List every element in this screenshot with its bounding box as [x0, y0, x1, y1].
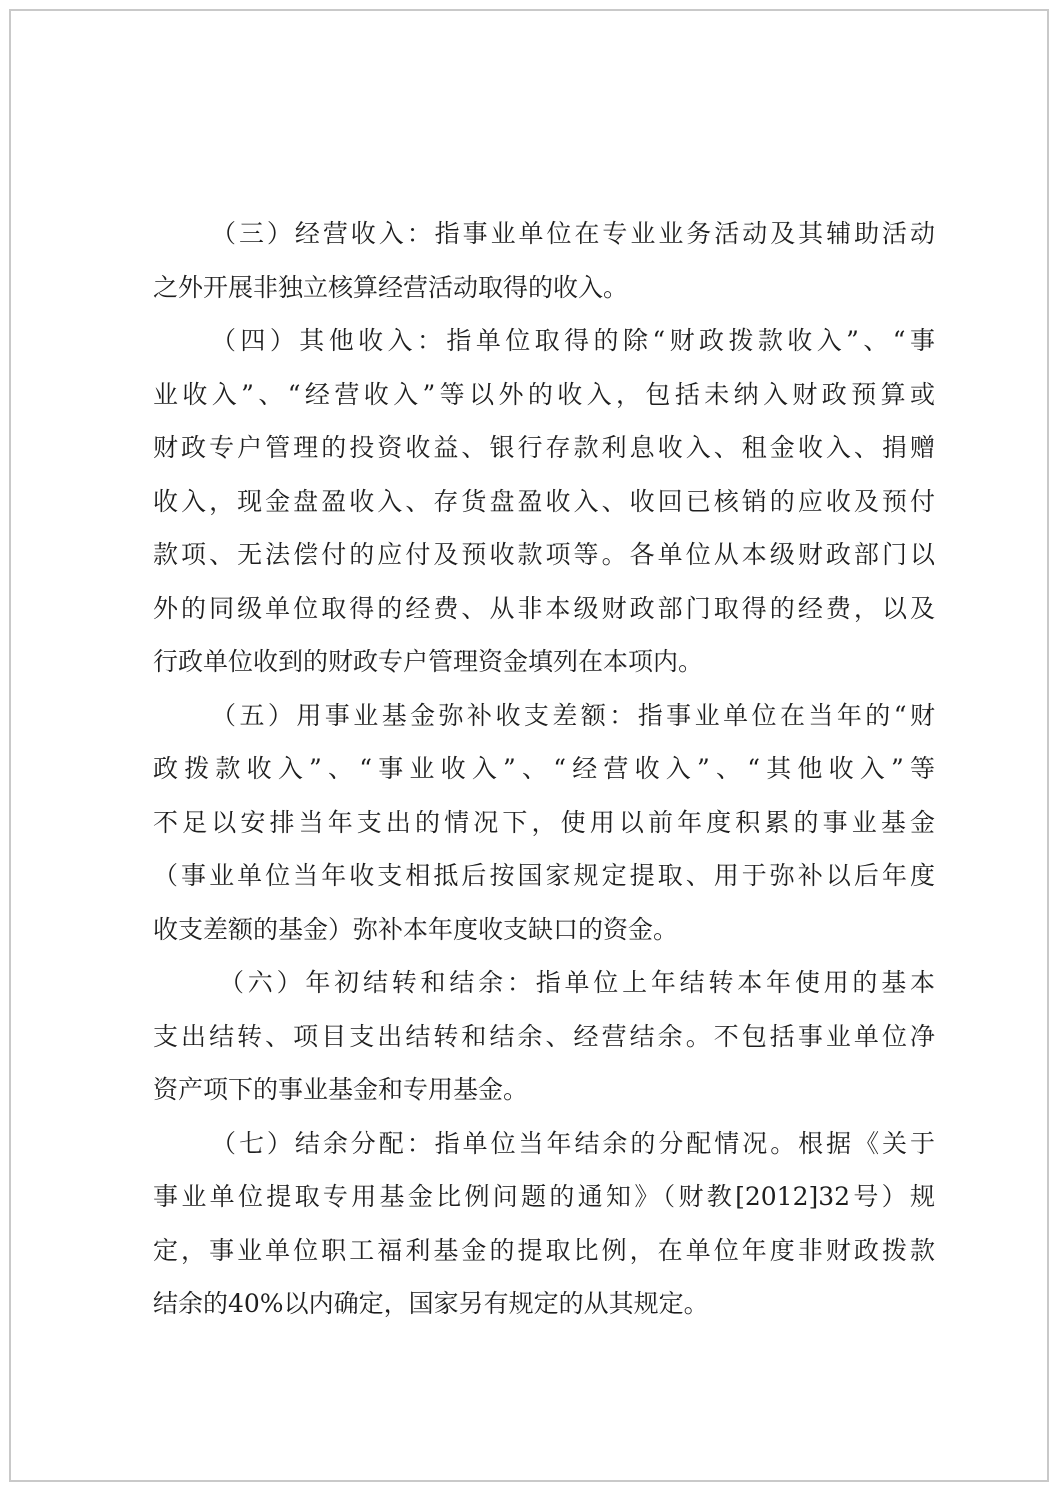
paragraph-item-5	[153, 689, 935, 957]
text-line: （五）用事业基金弥补收支差额：指事业单位在当年的“财	[211, 700, 935, 730]
text-line: 款项、无法偿付的应付及预收款项等。各单位从本级财政部门以	[153, 540, 935, 569]
text-line: 外的同级单位取得的经费、从非本级财政部门取得的经费，以及	[153, 593, 935, 623]
text-line: 业收入”、“经营收入”等以外的收入，包括未纳入财政预算或	[153, 379, 935, 409]
paragraph-item-6	[153, 956, 935, 1117]
text-line: 支出结转、项目支出结转和结余、经营结余。不包括事业单位净	[153, 1021, 935, 1051]
text-line: 行政单位收到的财政专户管理资金填列在本项内。	[153, 647, 704, 676]
text-line: （四）其他收入：指单位取得的除“财政拨款收入”、“事	[211, 326, 935, 355]
document-body	[153, 207, 935, 1331]
text-line: 资产项下的事业基金和专用基金。	[153, 1075, 529, 1104]
text-line: 不足以安排当年支出的情况下，使用以前年度积累的事业基金	[153, 807, 935, 837]
text-line: 之外开展非独立核算经营活动取得的收入。	[153, 272, 629, 302]
text-line: 收支差额的基金）弥补本年度收支缺口的资金。	[153, 914, 679, 944]
text-line: 政拨款收入”、“事业收入”、“经营收入”、“其他收入”等	[153, 754, 935, 783]
paragraph-item-7	[153, 1117, 935, 1331]
text-line: 收入，现金盘盈收入、存货盘盈收入、收回已核销的应收及预付	[153, 486, 935, 516]
paragraph-item-4	[153, 314, 935, 689]
document-page	[9, 9, 1049, 1482]
text-line: 财政专户管理的投资收益、银行存款利息收入、租金收入、捐赠	[153, 433, 935, 462]
text-line: （三）经营收入：指事业单位在专业业务活动及其辅助活动	[211, 219, 935, 248]
text-line: 事业单位提取专用基金比例问题的通知》（财教[2012]32号）规	[153, 1182, 935, 1211]
paragraph-item-3	[153, 207, 935, 314]
text-line: （事业单位当年收支相抵后按国家规定提取、用于弥补以后年度	[153, 861, 935, 890]
text-line: （七）结余分配：指单位当年结余的分配情况。根据《关于	[211, 1128, 935, 1158]
text-line: 定，事业单位职工福利基金的提取比例，在单位年度非财政拨款	[153, 1235, 935, 1265]
text-line: 结余的40%以内确定，国家另有规定的从其规定。	[153, 1289, 709, 1318]
text-line: （六）年初结转和结余：指单位上年结转本年使用的基本	[219, 968, 935, 997]
